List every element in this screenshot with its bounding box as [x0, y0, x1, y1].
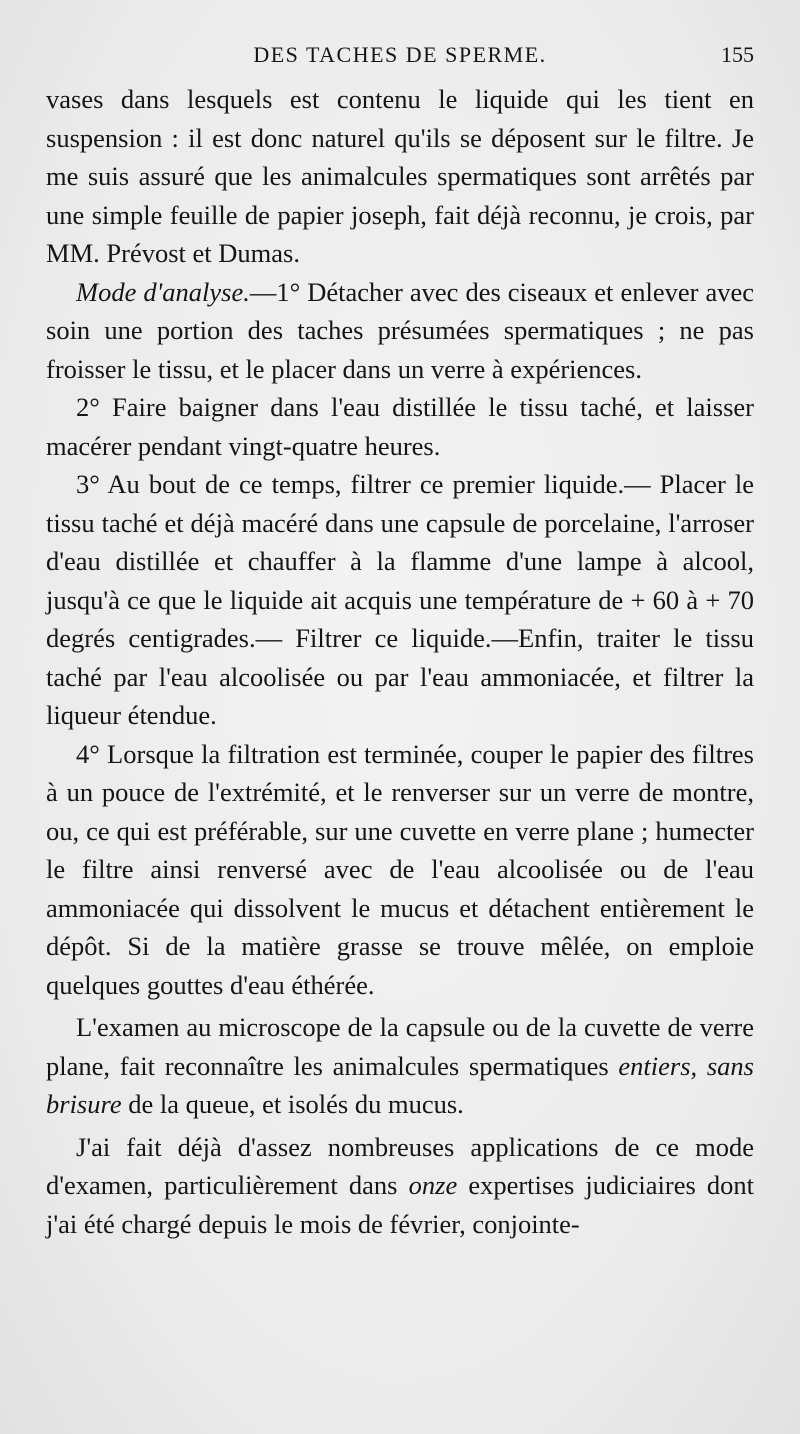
- paragraph-continuation: vases dans lesquels est contenu le liquide qui les tient en suspension : il est donc naturel qu'ils se déposent sur le filtre. Je me suis assuré que les animalcules spermatiques sont arrêtés par une simple feuille de papier joseph, fait déjà reconnu, je crois, par MM. Prévost et Dumas.: [46, 84, 754, 268]
- paragraph-text: J'ai fait déjà d'assez nombreuses applications de ce mode d'examen, particulièrement dans: [46, 1131, 754, 1200]
- paragraph-mode-analyse: [46, 273, 754, 389]
- italic-phrase: entiers,: [618, 1050, 698, 1081]
- page-number: 155: [721, 42, 754, 67]
- paragraph-text: de la queue, et isolés du mucus.: [128, 1089, 464, 1119]
- paragraph-text: L'examen au microscope de la capsule ou de la cuvette de verre plane, fait reconnaître les animalcules spermatiques: [46, 1012, 754, 1081]
- section-heading-italic: Mode d'analyse.: [76, 276, 250, 307]
- page-body: [46, 80, 754, 1243]
- paragraph-examen: [46, 1008, 754, 1124]
- running-title: DES TACHES DE SPERME.: [253, 42, 547, 67]
- paragraph-applications: [46, 1128, 754, 1244]
- paragraph-step-2: 2° Faire baigner dans l'eau distillée le tissu taché, et laisser macérer pendant vingt-quatre heures.: [46, 392, 754, 461]
- running-head: [46, 40, 754, 72]
- paragraph-text: —1° Détacher avec des ciseaux et enlever avec soin une portion des taches présumées spermatiques ; ne pas froisser le tissu, et le placer dans un verre à expériences.: [46, 276, 754, 384]
- paragraph-text: expertises judiciaires dont j'ai été chargé depuis le mois de février, conjointe-: [46, 1170, 755, 1239]
- paragraph-step-4: 4° Lorsque la filtration est terminée, couper le papier des filtres à un pouce de l'extrémité, et le renverser sur un verre de montre, ou, ce qui est préférable, sur une cuvette en verre plane ; humecter le filtre ainsi renversé avec de l'eau alcoolisée ou de l'eau ammoniacée qui dissolvent le mucus et détachent entièrement le dépôt. Si de la matière grasse se trouve mêlée, on emploie quelques gouttes d'eau éthérée.: [46, 738, 754, 1000]
- paragraph-step-3: 3° Au bout de ce temps, filtrer ce premier liquide.— Placer le tissu taché et déjà macéré dans une capsule de porcelaine, l'arroser d'eau distillée et chauffer à la flamme d'une lampe à alcool, jusqu'à ce que le liquide ait acquis une température de + 60 à + 70 degrés centigrades.— Filtrer ce liquide.—Enfin, traiter le tissu taché par l'eau alcoolisée ou par l'eau ammoniacée, et filtrer la liqueur étendue.: [46, 469, 754, 730]
- italic-phrase: sans brisure: [46, 1050, 754, 1119]
- italic-word: onze: [408, 1170, 458, 1200]
